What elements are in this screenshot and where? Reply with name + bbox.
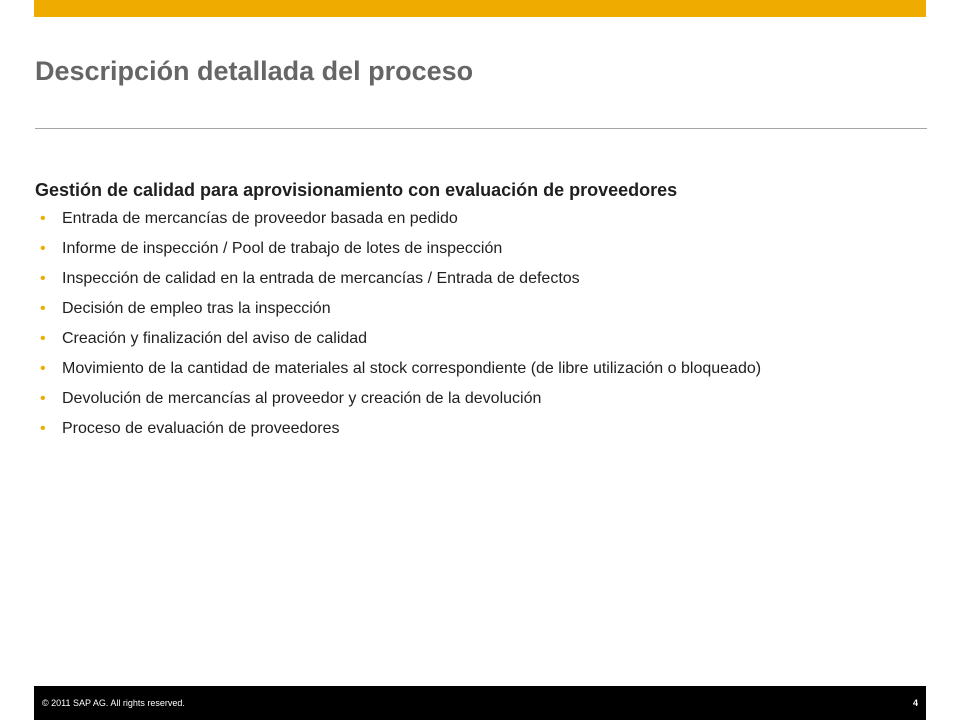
bullet-icon: •	[40, 360, 46, 377]
list-item-text: Devolución de mercancías al proveedor y creación de la devolución	[62, 390, 542, 407]
list-item-text: Creación y finalización del aviso de calidad	[62, 330, 368, 347]
list-item-text: Entrada de mercancías de proveedor basada en pedido	[62, 210, 458, 227]
bullet-icon: •	[40, 270, 46, 287]
bullet-list	[35, 208, 915, 439]
list-item	[35, 388, 915, 409]
page-number: 4	[912, 698, 918, 708]
list-item	[35, 268, 915, 289]
list-item-text: Informe de inspección / Pool de trabajo de lotes de inspección	[62, 240, 503, 257]
list-item-text: Proceso de evaluación de proveedores	[62, 420, 340, 437]
bullet-icon: •	[40, 300, 46, 317]
bullet-icon: •	[40, 240, 46, 257]
footer-bar	[34, 686, 926, 720]
slide-content	[35, 180, 915, 448]
copyright-text: © 2011 SAP AG. All rights reserved.	[42, 698, 185, 708]
list-item	[35, 358, 915, 379]
bullet-icon: •	[40, 390, 46, 407]
bullet-icon: •	[40, 210, 46, 227]
list-item-text: Movimiento de la cantidad de materiales al stock correspondiente (de libre utilización o bloqueado)	[62, 360, 762, 377]
list-item-text: Inspección de calidad en la entrada de mercancías / Entrada de defectos	[62, 270, 580, 287]
list-item-text: Decisión de empleo tras la inspección	[62, 300, 331, 317]
section-subheading: Gestión de calidad para aprovisionamiento con evaluación de proveedores	[35, 180, 678, 200]
top-accent-bar	[34, 0, 926, 17]
bullet-icon: •	[40, 420, 46, 437]
list-item	[35, 298, 915, 319]
slide-title: Descripción detallada del proceso	[35, 56, 474, 86]
list-item	[35, 328, 915, 349]
list-item	[35, 418, 915, 439]
list-item	[35, 208, 915, 229]
bullet-icon: •	[40, 330, 46, 347]
title-divider	[35, 128, 927, 129]
list-item	[35, 238, 915, 259]
